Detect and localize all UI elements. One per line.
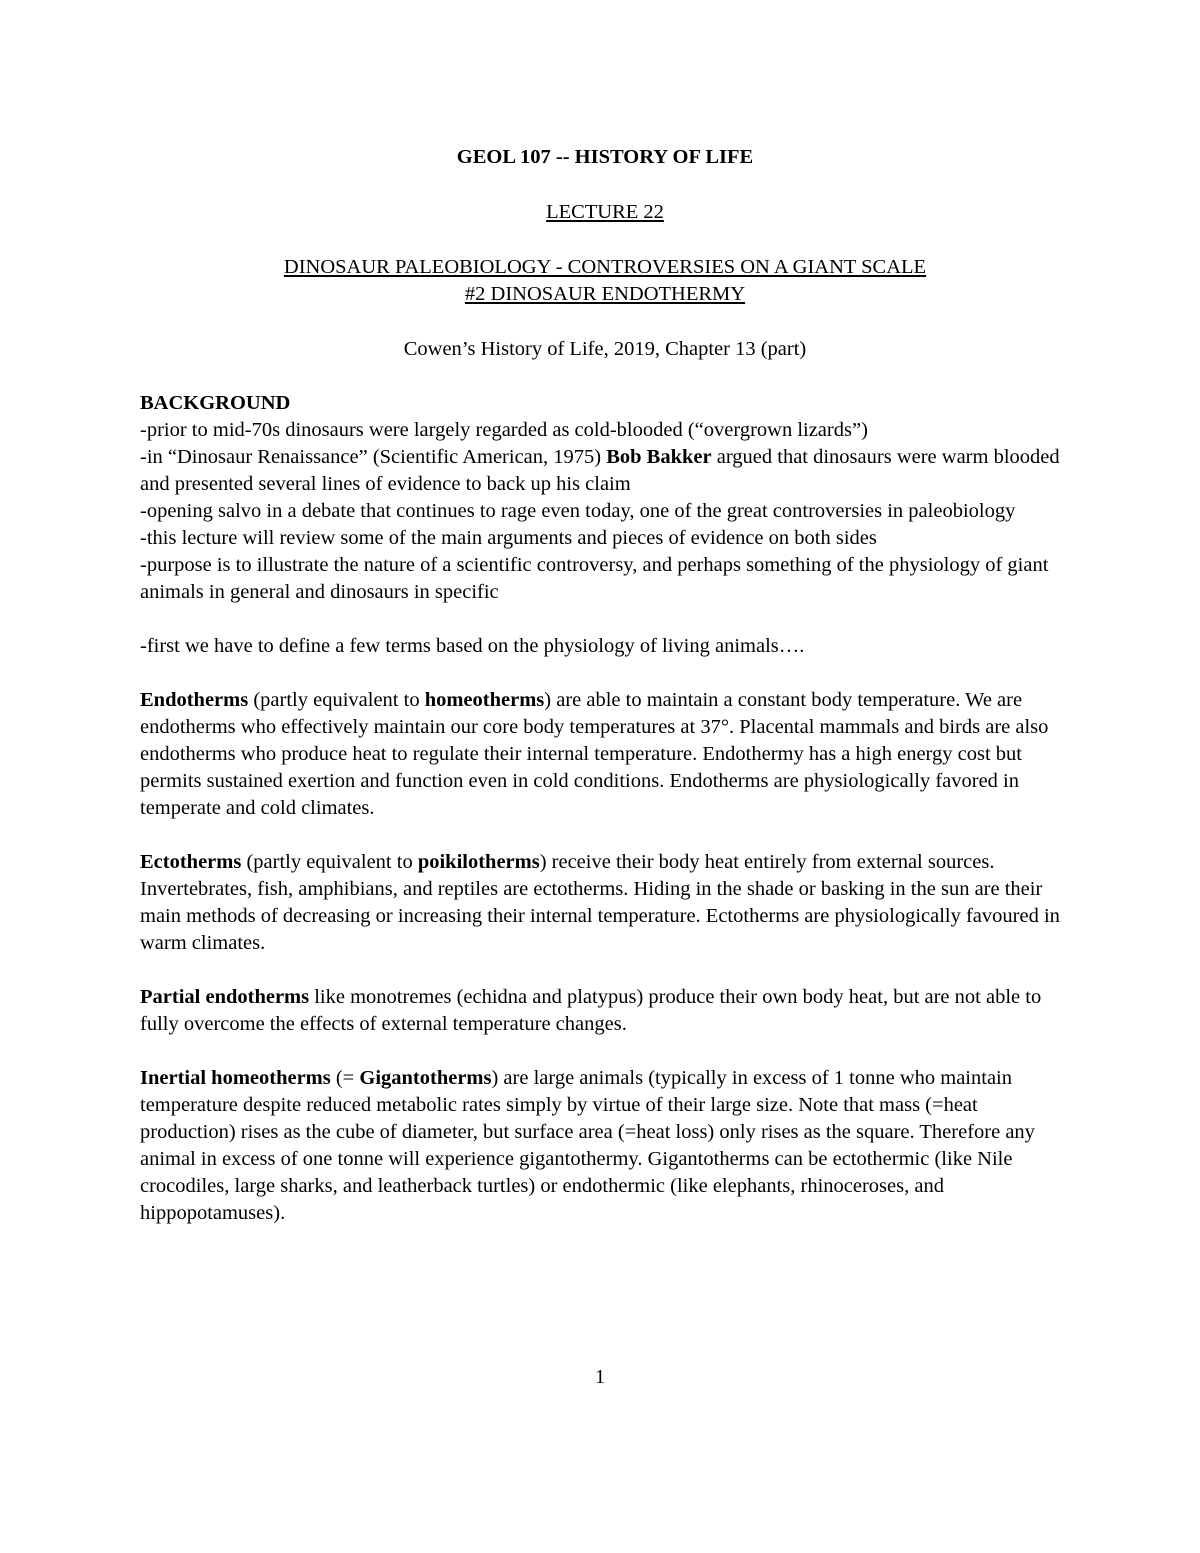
background-item-2-post: argued that dinosaurs were warm blooded and presented several lines of evidence to back up his claim bbox=[140, 446, 1060, 495]
background-item-3: -opening salvo in a debate that continues to rage even today, one of the great controversies in paleobiology bbox=[140, 500, 1016, 522]
inertial-homeotherms-paragraph bbox=[140, 1065, 1070, 1227]
background-item-2-pre: -in “Dinosaur Renaissance” (Scientific American, 1975) bbox=[140, 446, 607, 468]
lecture-topic: DINOSAUR PALEOBIOLOGY - CONTROVERSIES ON A GIANT SCALE bbox=[283, 256, 927, 278]
endotherms-term: Endotherms bbox=[140, 689, 249, 711]
ectotherms-paragraph bbox=[140, 849, 1070, 957]
document-page bbox=[140, 140, 1070, 1227]
background-item-1: -prior to mid-70s dinosaurs were largely regarded as cold-blooded (“overgrown lizards”) bbox=[140, 419, 868, 441]
lecture-number: LECTURE 22 bbox=[546, 201, 664, 223]
lecture-subtopic: #2 DINOSAUR ENDOTHERMY bbox=[464, 283, 746, 305]
inertial-homeotherms-mid: (= bbox=[330, 1067, 360, 1089]
homeotherms-term: homeotherms bbox=[424, 689, 545, 711]
background-item-2 bbox=[140, 444, 1070, 498]
reading-reference: Cowen’s History of Life, 2019, Chapter 13 (part) bbox=[403, 338, 807, 360]
endotherms-mid: (partly equivalent to bbox=[248, 689, 425, 711]
endotherms-text: ) are able to maintain a constant body temperature. We are endotherms who effectively maintain our core body temperatures at 37°. Placental mammals and birds are also endotherms who produce heat to regulate their internal temperature. Endothermy has a high energy cost but permits sustained exertion and function even in cold conditions. Endotherms are physiologically favored in temperate and cold climates. bbox=[140, 689, 1049, 819]
ectotherms-text: ) receive their body heat entirely from external sources. Invertebrates, fish, amphibians, and reptiles are ectotherms. Hiding in the shade or basking in the sun are their main methods of decreasing or increasing their internal temperature. Ectotherms are physiologically favoured in warm climates. bbox=[140, 851, 1060, 954]
partial-endotherms-text: like monotremes (echidna and platypus) produce their own body heat, but are not able to fully overcome the effects of external temperature changes. bbox=[140, 986, 1042, 1035]
poikilotherms-term: poikilotherms bbox=[417, 851, 540, 873]
ectotherms-term: Ectotherms bbox=[140, 851, 242, 873]
partial-endotherms-paragraph bbox=[140, 984, 1070, 1038]
gigantotherms-term: Gigantotherms bbox=[359, 1067, 492, 1089]
background-heading: BACKGROUND bbox=[140, 392, 291, 414]
background-item-6: -first we have to define a few terms based on the physiology of living animals…. bbox=[140, 635, 805, 657]
inertial-homeotherms-term: Inertial homeotherms bbox=[140, 1067, 331, 1089]
background-item-5: -purpose is to illustrate the nature of a scientific controversy, and perhaps something of the physiology of giant animals in general and dinosaurs in specific bbox=[140, 554, 1049, 603]
background-item-4: -this lecture will review some of the main arguments and pieces of evidence on both sides bbox=[140, 527, 877, 549]
partial-endotherms-term: Partial endotherms bbox=[140, 986, 310, 1008]
inertial-homeotherms-text: ) are large animals (typically in excess of 1 tonne who maintain temperature despite reduced metabolic rates simply by virtue of their large size. Note that mass (=heat production) rises as the cube of diameter, but surface area (=heat loss) only rises as the square. Therefore any animal in excess of one tonne will experience gigantothermy. Gigantotherms can be ectothermic (like Nile crocodiles, large sharks, and leatherback turtles) or endothermic (like elephants, rhinoceroses, and hippopotamuses). bbox=[140, 1067, 1035, 1224]
ectotherms-mid: (partly equivalent to bbox=[241, 851, 418, 873]
page-number: 1 bbox=[595, 1366, 605, 1388]
endotherms-paragraph bbox=[140, 687, 1070, 822]
background-item-2-name: Bob Bakker bbox=[606, 446, 712, 468]
course-title: GEOL 107 -- HISTORY OF LIFE bbox=[456, 146, 754, 168]
